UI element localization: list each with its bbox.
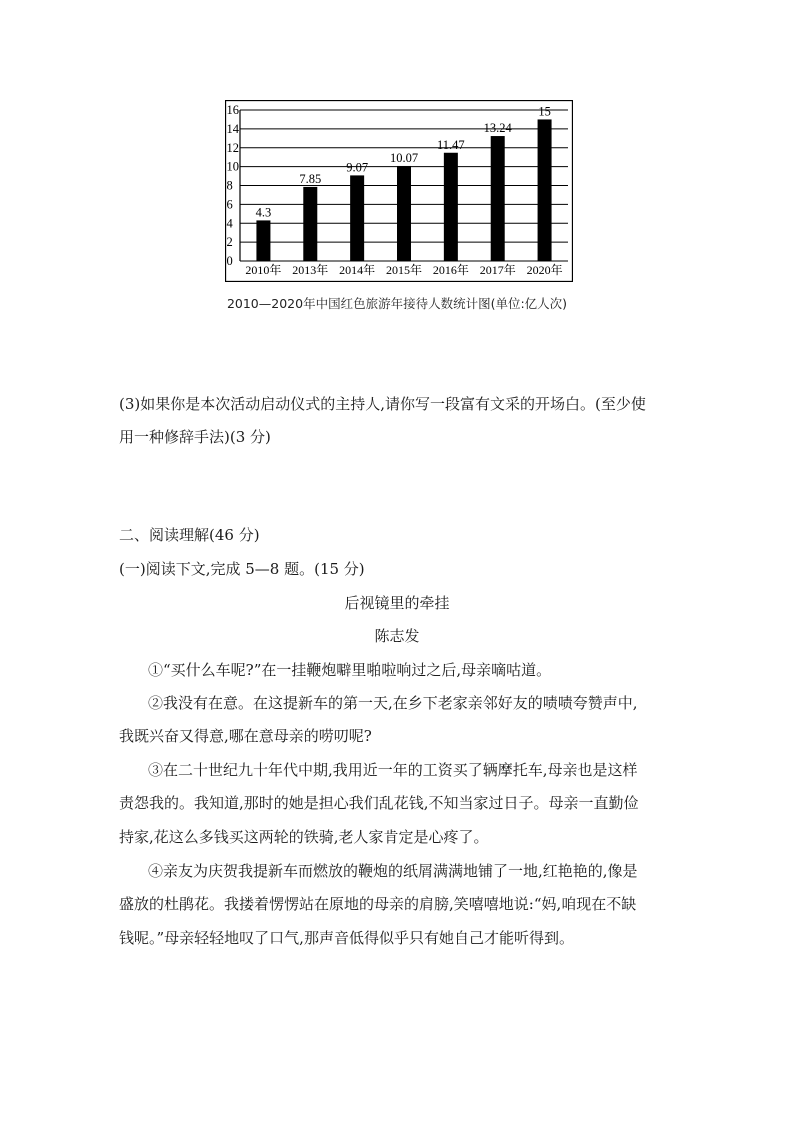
bar: [350, 175, 364, 261]
bar-data-label: 4.3: [255, 205, 272, 220]
y-tick-label: 6: [226, 197, 233, 212]
paragraph-line: 盛放的杜鹃花。我搂着愣愣站在原地的母亲的肩膀,笑嘻嘻地说:“妈,咱现在不缺: [119, 895, 637, 913]
bar: [444, 153, 458, 261]
article-title: 后视镜里的牵挂: [344, 594, 450, 612]
bar: [538, 119, 552, 261]
bar-data-label: 10.07: [389, 150, 419, 165]
paragraph-line: 我既兴奋又得意,哪在意母亲的唠叨呢?: [119, 727, 372, 745]
bar-data-label: 15: [538, 104, 551, 119]
chart-caption: 2010—2020年中国红色旅游年接待人数统计图(单位:亿人次): [226, 296, 568, 311]
x-tick-label: 2015年: [385, 263, 423, 277]
x-tick-label: 2013年: [292, 263, 329, 277]
bar-data-label: 9.07: [346, 160, 369, 175]
bar-data-label: 7.85: [299, 171, 322, 186]
paragraph-line: ②我没有在意。在这提新车的第一天,在乡下老家亲邻好友的啧啧夸赞声中,: [148, 694, 638, 712]
bar: [256, 220, 270, 261]
y-tick-label: 10: [226, 159, 239, 174]
x-tick-label: 2017年: [479, 263, 516, 277]
y-tick-label: 12: [226, 140, 239, 155]
chart-svg: [225, 100, 573, 282]
bar-data-label: 11.47: [437, 137, 465, 152]
y-tick-label: 0: [226, 254, 233, 268]
bar-data-label: 13.24: [483, 121, 512, 136]
section-heading: 二、阅读理解(46 分): [119, 526, 260, 544]
reading-instruction: (一)阅读下文,完成 5—8 题。(15 分): [119, 560, 365, 578]
bar: [397, 166, 411, 261]
question-3-line-2: 用一种修辞手法)(3 分): [119, 428, 271, 446]
paragraph-line: 持家,花这么多钱买这两轮的铁骑,老人家肯定是心疼了。: [119, 828, 489, 846]
article-author: 陈志发: [374, 627, 420, 645]
paragraph-line: 责怨我的。我知道,那时的她是担心我们乱花钱,不知当家过日子。母亲一直勤俭: [119, 794, 639, 812]
bar: [491, 136, 505, 261]
x-tick-label: 2014年: [339, 263, 376, 277]
bar: [303, 187, 317, 261]
y-tick-label: 14: [226, 121, 239, 136]
paragraph-line: ①“买什么车呢?”在一挂鞭炮噼里啪啦响过之后,母亲嘀咕道。: [148, 661, 552, 679]
x-tick-label: 2016年: [432, 263, 469, 277]
y-tick-label: 16: [226, 103, 239, 117]
paragraph-line: ③在二十世纪九十年代中期,我用近一年的工资买了辆摩托车,母亲也是这样: [148, 761, 638, 779]
paragraph-line: 钱呢。”母亲轻轻地叹了口气,那声音低得似乎只有她自己才能听得到。: [119, 929, 574, 947]
y-tick-label: 8: [226, 178, 233, 193]
x-tick-label: 2010年: [245, 263, 282, 277]
x-tick-label: 2020年: [526, 263, 563, 277]
question-3-line-1: (3)如果你是本次活动启动仪式的主持人,请你写一段富有文采的开场白。(至少使: [119, 395, 646, 413]
paragraph-line: ④亲友为庆贺我提新车而燃放的鞭炮的纸屑满满地铺了一地,红艳艳的,像是: [148, 862, 638, 880]
y-tick-label: 2: [226, 235, 233, 250]
bar-chart: [225, 100, 573, 282]
y-tick-label: 4: [226, 216, 233, 231]
